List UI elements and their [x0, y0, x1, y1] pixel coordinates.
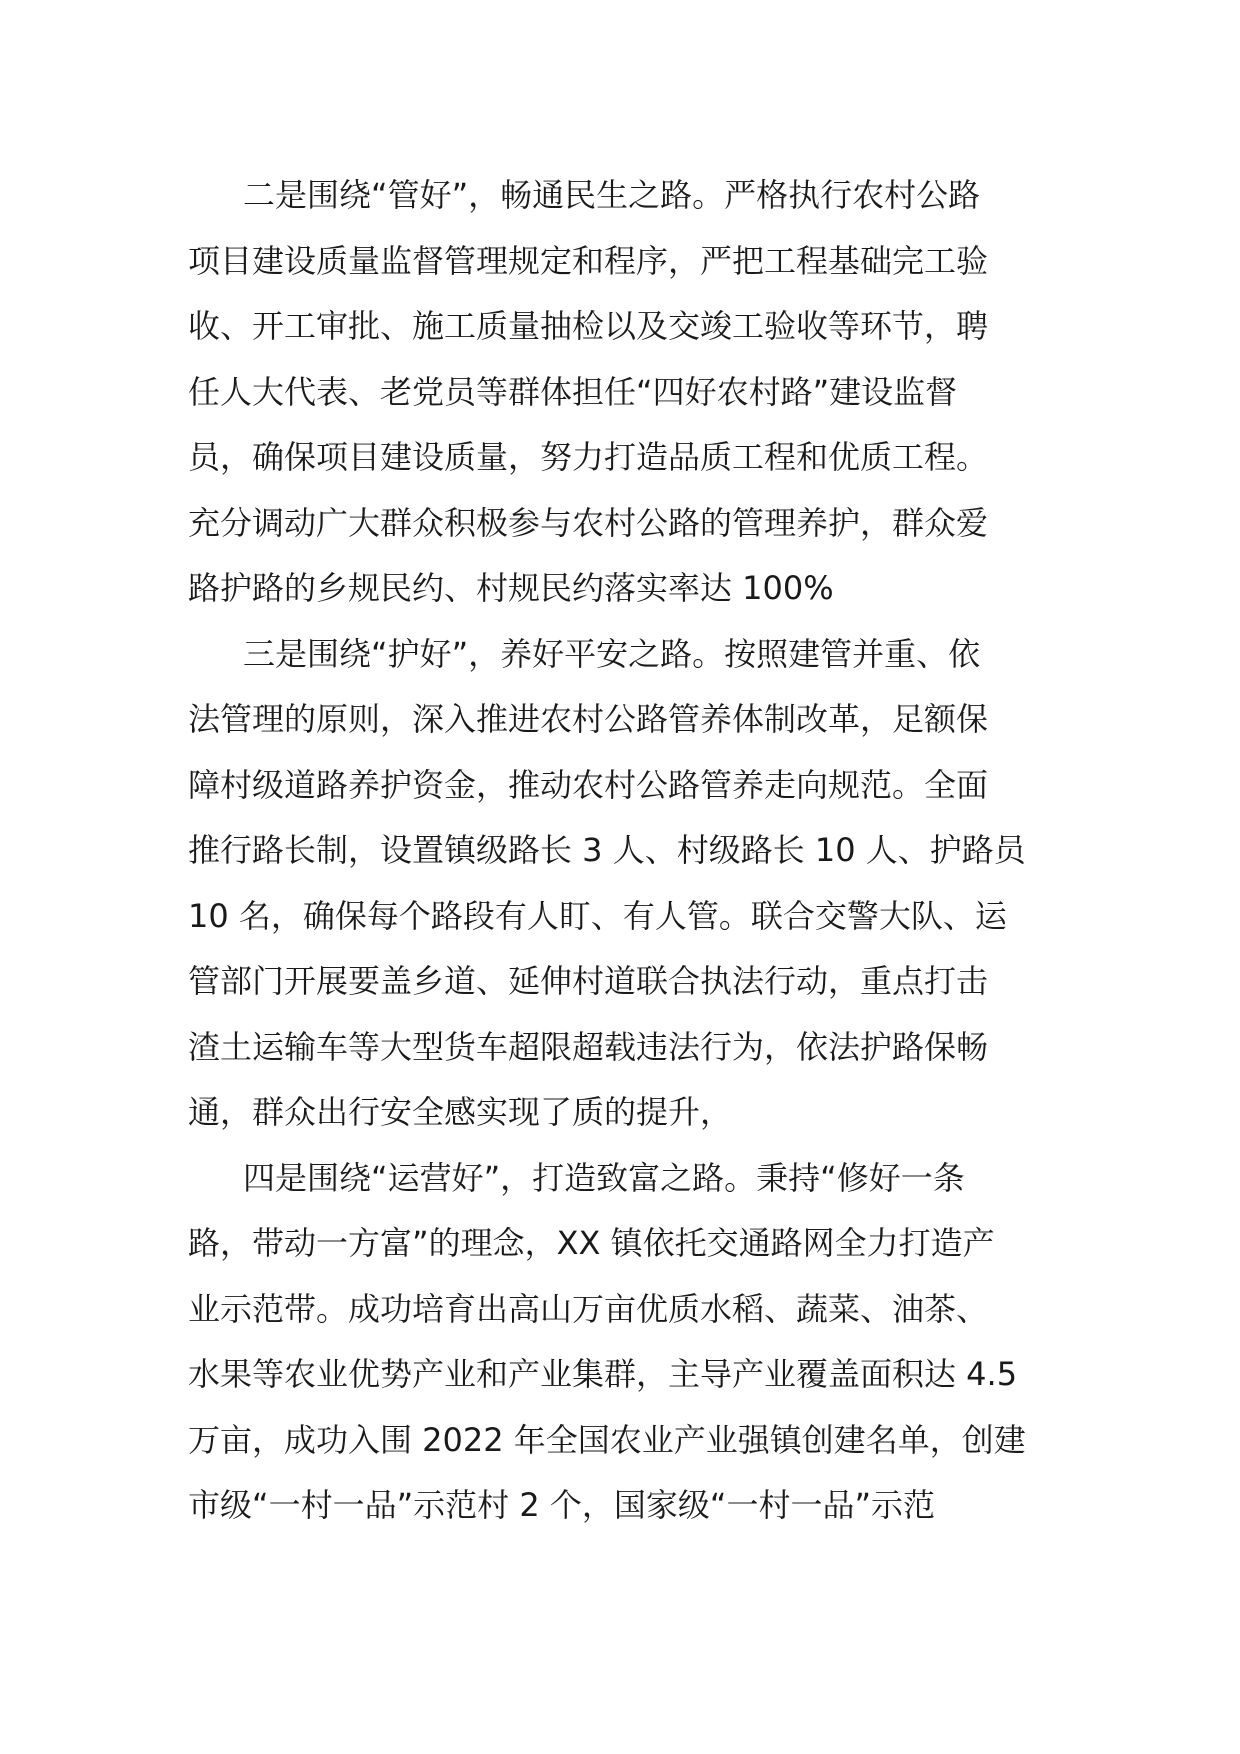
paragraph-4-line-1: 四是围绕“运营好”，打造致富之路。秉持“修好一条 — [243, 1158, 965, 1197]
paragraph-3-line-5: 10 名，确保每个路段有人盯、有人管。联合交警大队、运 — [188, 896, 1007, 935]
document-body — [188, 163, 1068, 1539]
paragraph-3-line-3: 障村级道路养护资金，推动农村公路管养走向规范。全面 — [188, 765, 989, 804]
paragraph-3-line-6: 管部门开展要盖乡道、延伸村道联合执法行动，重点打击 — [188, 962, 989, 1000]
paragraph-2-line-3: 收、开工审批、施工质量抽检以及交竣工验收等环节，聘 — [188, 307, 989, 345]
paragraph-4-line-4: 水果等农业优势产业和产业集群，主导产业覆盖面积达 4.5 — [188, 1355, 1018, 1393]
paragraph-2-line-7: 路护路的乡规民约、村规民约落实率达 100% — [188, 569, 834, 607]
paragraph-4-line-5: 万亩，成功入围 2022 年全国农业产业强镇创建名单，创建 — [188, 1420, 1026, 1459]
paragraph-2-line-1: 二是围绕“管好”，畅通民生之路。严格执行农村公路 — [243, 176, 981, 214]
paragraph-4-line-3: 业示范带。成功培育出高山万亩优质水稻、蔬菜、油茶、 — [188, 1289, 989, 1328]
paragraph-2-line-4: 任人大代表、老党员等群体担任“四好农村路”建设监督 — [188, 372, 958, 411]
paragraph-2-line-6: 充分调动广大群众积极参与农村公路的管理养护，群众爱 — [188, 503, 989, 542]
paragraph-3-line-7: 渣土运输车等大型货车超限超载违法行为，依法护路保畅 — [188, 1027, 989, 1066]
paragraph-4-line-2: 路，带动一方富”的理念，XX 镇依托交通路网全力打造产 — [188, 1224, 995, 1262]
paragraph-4-line-6: 市级“一村一品”示范村 2 个，国家级“一村一品”示范 — [188, 1486, 936, 1524]
paragraph-2-line-5: 员，确保项目建设质量，努力打造品质工程和优质工程。 — [188, 438, 989, 476]
paragraph-2-line-2: 项目建设质量监督管理规定和程序，严把工程基础完工验 — [188, 241, 989, 280]
paragraph-3-line-1: 三是围绕“护好”，养好平安之路。按照建管并重、依 — [243, 634, 981, 673]
paragraph-3-line-4: 推行路长制，设置镇级路长 3 人、村级路长 10 人、护路员 — [188, 831, 1026, 869]
paragraph-3-line-2: 法管理的原则，深入推进农村公路管养体制改革，足额保 — [188, 700, 989, 738]
paragraph-3-line-8: 通，群众出行安全感实现了质的提升， — [188, 1093, 733, 1131]
